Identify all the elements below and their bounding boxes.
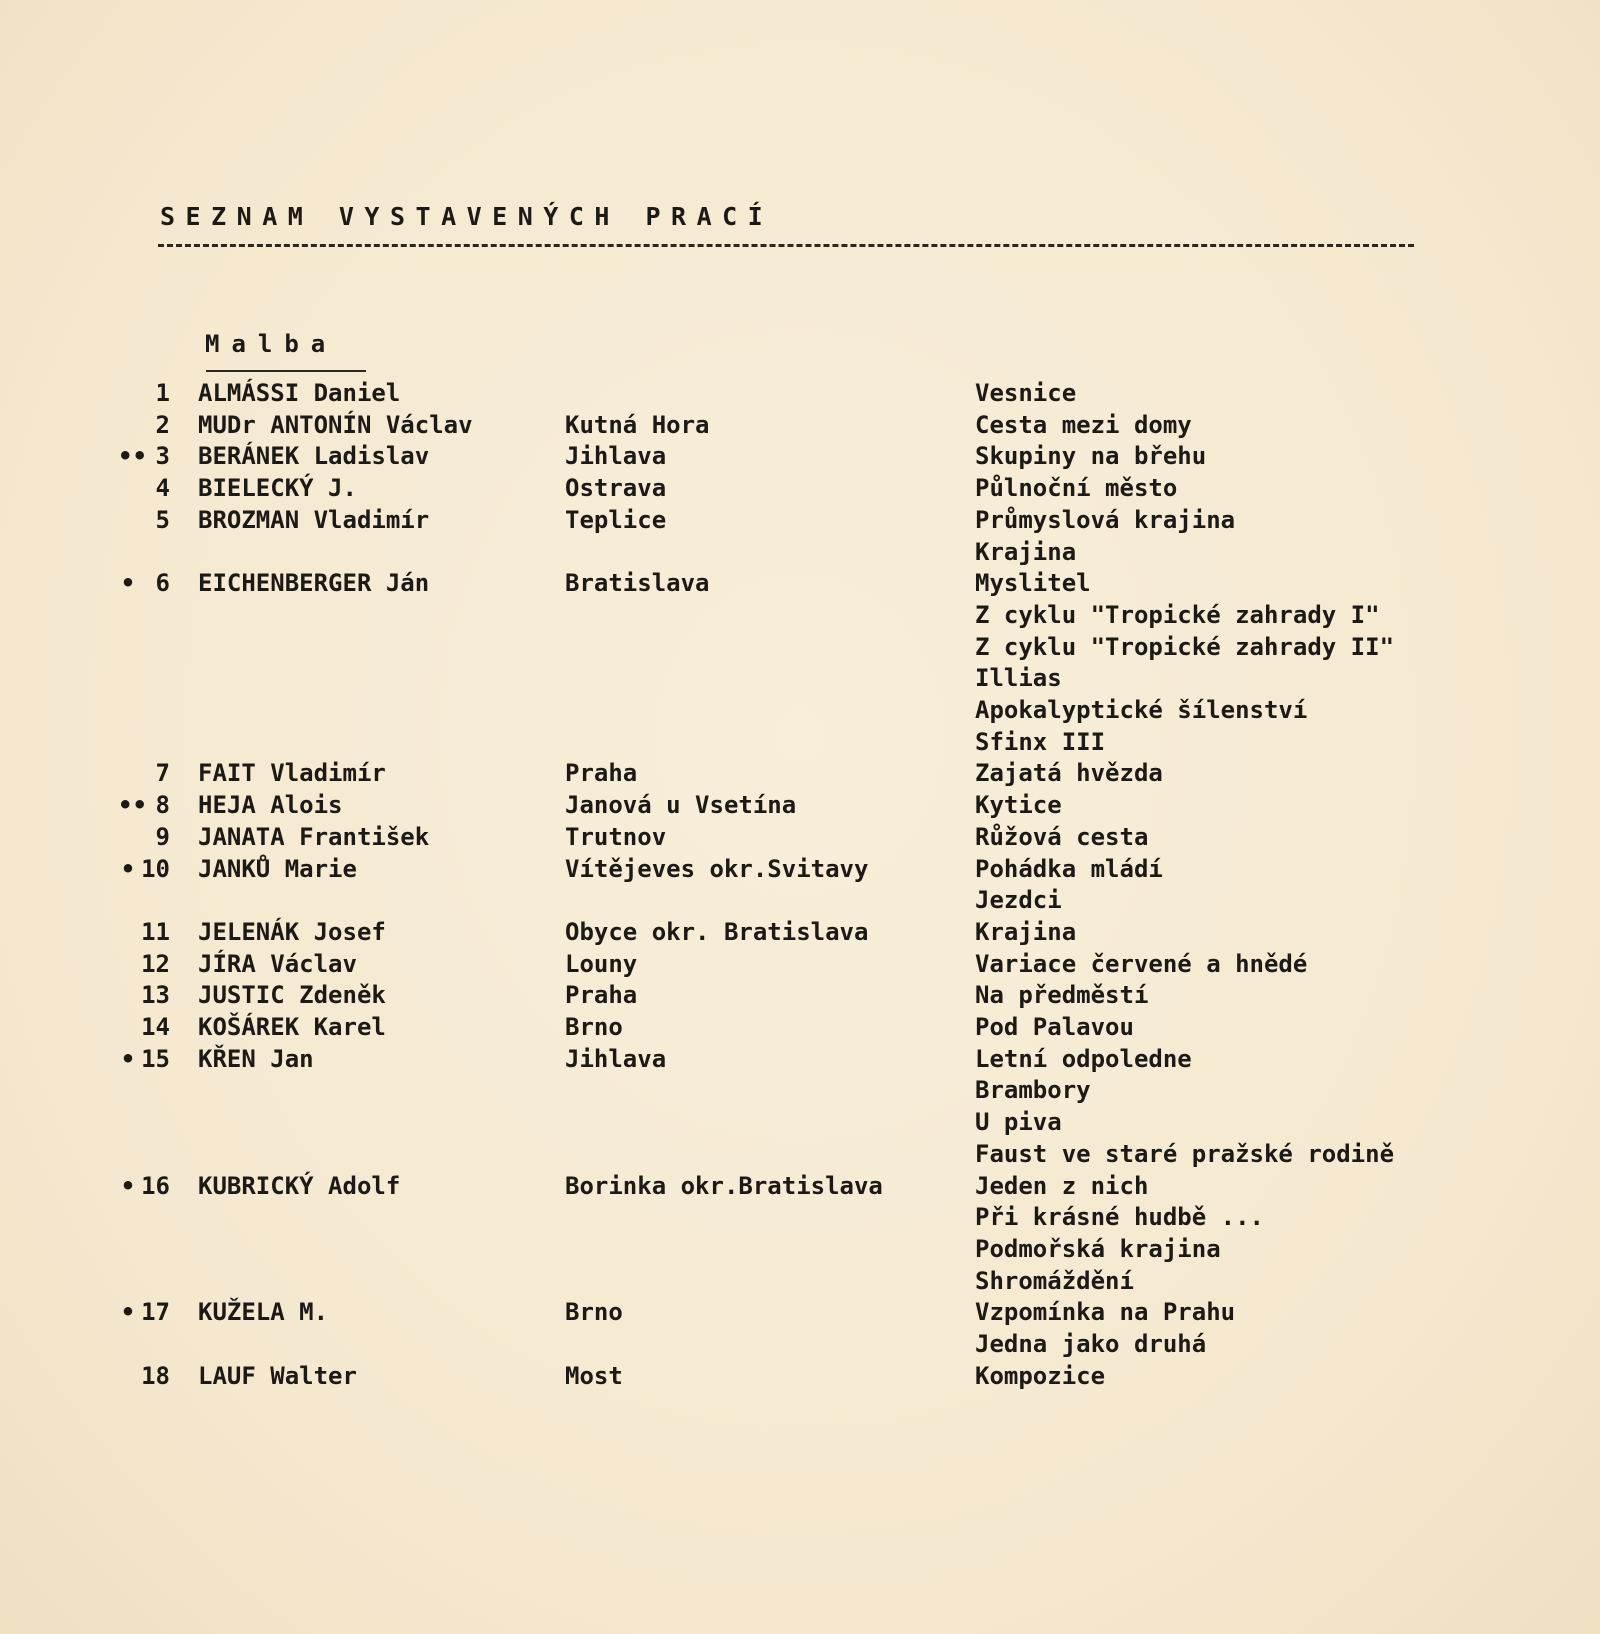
- entry-number: 15: [141, 1044, 170, 1073]
- entry-place: Jihlava: [565, 1044, 667, 1073]
- entry-work-title: Kytice: [975, 791, 1062, 820]
- entry-number: 16: [141, 1171, 170, 1200]
- entry-artist-name: JÍRA Václav: [198, 949, 357, 978]
- entry-work-title: Myslitel: [975, 569, 1091, 598]
- entry-artist-name: BERÁNEK Ladislav: [198, 442, 430, 471]
- entry-artist-name: KUŽELA M.: [198, 1298, 329, 1327]
- entry-work-title: Z cyklu "Tropické zahrady I": [975, 600, 1380, 629]
- entry-place: Borinka okr.Bratislava: [565, 1171, 883, 1200]
- entry-place: Vítějeves okr.Svitavy: [565, 854, 869, 883]
- entry-marker: ••: [118, 442, 147, 471]
- entry-number: 13: [141, 981, 170, 1010]
- entry-artist-name: EICHENBERGER Ján: [198, 569, 430, 598]
- entry-number: 14: [141, 1013, 170, 1041]
- entry-place: Obyce okr. Bratislava: [565, 917, 869, 946]
- entry-artist-name: JUSTIC Zdeněk: [198, 981, 386, 1010]
- entry-work-title: Cesta mezi domy: [975, 410, 1192, 439]
- entry-place: Trutnov: [565, 822, 667, 851]
- entry-place: Bratislava: [565, 569, 710, 598]
- entry-number: 18: [141, 1361, 170, 1390]
- entry-artist-name: FAIT Vladimír: [198, 759, 386, 788]
- entry-artist-name: JANKŮ Marie: [198, 854, 357, 883]
- entry-place: Brno: [565, 1298, 623, 1327]
- entry-work-title: Jeden z nich: [975, 1171, 1149, 1200]
- entry-work-title: Faust ve staré pražské rodině: [975, 1139, 1395, 1168]
- entry-marker: ••: [118, 791, 147, 820]
- entry-place: Janová u Vsetína: [565, 791, 797, 820]
- entry-work-title: Kompozice: [975, 1361, 1106, 1390]
- entry-work-title: Vesnice: [975, 379, 1077, 407]
- entry-number: 7: [155, 759, 170, 788]
- entry-place: Teplice: [565, 505, 667, 534]
- entry-work-title: Pod Palavou: [975, 1013, 1134, 1041]
- entry-number: 8: [155, 791, 170, 820]
- title-divider: [158, 244, 1414, 247]
- entry-work-title: Jedna jako druhá: [975, 1330, 1207, 1358]
- entry-work-title: Půlnoční město: [975, 474, 1178, 503]
- entry-work-title: Brambory: [975, 1076, 1091, 1105]
- entry-work-title: Vzpomínka na Prahu: [975, 1298, 1236, 1327]
- entry-marker: •: [120, 1044, 136, 1073]
- entry-marker: •: [120, 1298, 136, 1327]
- entry-work-title: Jezdci: [975, 886, 1062, 915]
- entry-place: Ostrava: [565, 474, 667, 503]
- entry-work-title: Krajina: [975, 917, 1077, 946]
- entry-work-title: Apokalyptické šílenství: [975, 696, 1308, 724]
- entry-number: 4: [155, 474, 170, 503]
- entry-number: 2: [155, 410, 170, 439]
- entry-artist-name: JELENÁK Josef: [198, 917, 386, 946]
- entry-artist-name: ALMÁSSI Daniel: [198, 379, 401, 407]
- entry-work-title: Na předměstí: [975, 981, 1149, 1010]
- entry-work-title: Růžová cesta: [975, 822, 1149, 851]
- entry-work-title: Pohádka mládí: [975, 854, 1163, 883]
- entry-place: Praha: [565, 759, 638, 788]
- section-heading: Malba: [205, 330, 338, 358]
- entry-artist-name: LAUF Walter: [198, 1361, 357, 1390]
- entry-work-title: Při krásné hudbě ...: [975, 1203, 1264, 1232]
- entry-number: 17: [141, 1298, 170, 1327]
- entry-artist-name: KUBRICKÝ Adolf: [198, 1171, 401, 1200]
- entry-artist-name: JANATA František: [198, 822, 430, 851]
- entry-work-title: U piva: [975, 1108, 1062, 1137]
- entry-work-title: Průmyslová krajina: [975, 505, 1236, 534]
- entry-marker: •: [120, 1171, 136, 1200]
- entry-artist-name: KOŠÁREK Karel: [198, 1013, 386, 1041]
- entry-place: Kutná Hora: [565, 410, 710, 439]
- document-title: SEZNAM VYSTAVENÝCH PRACÍ: [160, 202, 774, 231]
- entry-number: 5: [155, 505, 170, 534]
- entry-number: 3: [155, 442, 170, 471]
- entry-artist-name: BROZMAN Vladimír: [198, 505, 430, 534]
- entry-place: Most: [565, 1361, 623, 1390]
- entry-work-title: Skupiny na břehu: [975, 442, 1207, 471]
- entry-artist-name: HEJA Alois: [198, 791, 343, 820]
- entry-place: Louny: [565, 949, 638, 978]
- entry-work-title: Z cyklu "Tropické zahrady II": [975, 632, 1395, 661]
- entry-number: 12: [141, 949, 170, 978]
- entry-work-title: Sfinx III: [975, 727, 1106, 756]
- entry-work-title: Krajina: [975, 537, 1077, 566]
- entry-number: 6: [155, 569, 170, 598]
- entry-place: Brno: [565, 1013, 623, 1041]
- entry-number: 11: [141, 917, 170, 946]
- entry-work-title: Shromáždění: [975, 1266, 1134, 1295]
- entry-marker: •: [120, 854, 136, 883]
- entry-number: 10: [141, 854, 170, 883]
- entry-artist-name: MUDr ANTONÍN Václav: [198, 410, 473, 439]
- entry-work-title: Illias: [975, 664, 1062, 693]
- entry-work-title: Variace červené a hnědé: [975, 949, 1308, 978]
- entry-artist-name: BIELECKÝ J.: [198, 474, 357, 503]
- entry-number: 9: [155, 822, 170, 851]
- entry-marker: •: [120, 569, 136, 598]
- entry-place: Jihlava: [565, 442, 667, 471]
- entry-work-title: Letní odpoledne: [975, 1044, 1192, 1073]
- section-underline: [206, 370, 366, 372]
- entry-work-title: Zajatá hvězda: [975, 759, 1163, 788]
- entry-number: 1: [155, 379, 170, 407]
- entry-artist-name: KŘEN Jan: [198, 1044, 314, 1073]
- entry-work-title: Podmořská krajina: [975, 1234, 1221, 1263]
- entry-place: Praha: [565, 981, 638, 1010]
